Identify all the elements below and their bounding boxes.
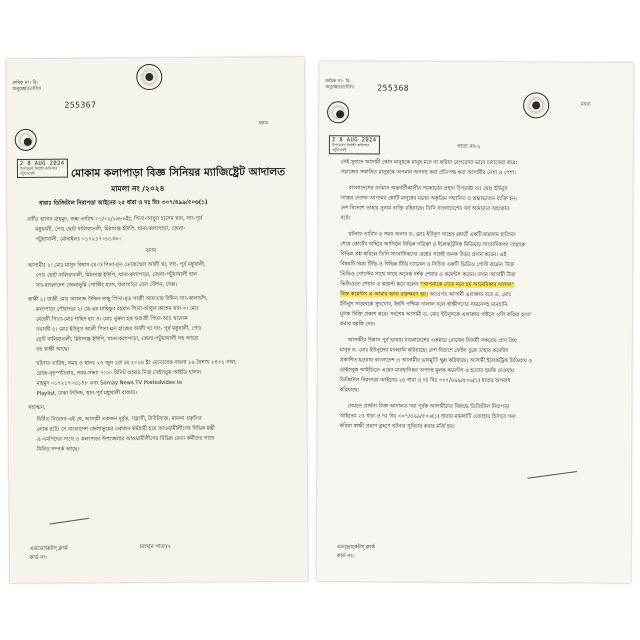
- footer-clerk: এডভোকেটস্ ক্লার্ক কার্ড নং-: [336, 544, 375, 560]
- signature-mark: [50, 518, 90, 525]
- versus-label: বনাম: [145, 248, 157, 255]
- page-number: পাতা নং-২: [456, 143, 481, 151]
- paragraph-5: ইউনুস সাহেবকে সুদখোর, ইহুদি পশ্চিমা দালাল বলে স্বাক্ষীগণের সামনেসহ মানহানি মূলক উক্তি প্রকাশ করে। সর্বশেষ আসামী ড. মোঃ ইউনুসকে এলাকায় পাইলে ওলি করিয়া হত্যা করার হুমকি দেয়।: [339, 301, 531, 328]
- signature-mark: [527, 471, 577, 479]
- government-seal-icon: [136, 64, 162, 90]
- continued-page-note: চলমান পাতা/২: [139, 543, 171, 551]
- highlighted-quote: "আপনাকে দেখে মনে হয় আমেরিকার দালাল": [420, 281, 515, 289]
- margin-header: মন্তব্য: [581, 102, 591, 108]
- court-title: মোকাম কলাপাড়া বিজ্ঞ সিনিয়র ম্যাজিষ্ট্রেট আদালত: [70, 166, 286, 180]
- paragraph-6: আসামীর উল্লাস পূর্ব ভাষায় বাংলাদেশের একমাত্র নোবেল বিজয়ী সকলের প্রাণ প্রিয় মানুষ ড. মোঃ ইউনুসের মানহানি করিয়াছে। দেশ বিদেশে ফেইস বুকে তাহার কমেন্টস প্রকাশিত হওয়ায় বাংলাদেশ ও আসামীর ভাবমূর্তি ক্ষুন্ন করিয়াছে। আসামী ইলেকট্রিক মিডিয়ায় ও ফেইসবুক আইডিতে এহেন মানহানিকর অপদস্থ মূলক কমেন্টস ও হত্যার হুমকি দেওয়ায় ডিজিটাল নিরাপত্তা আইনের ২৫ ধারা ও দঃ বিঃ ৩০৭/৪৯৯/৫০৬(১) ধারার অপরাধ করিয়াছে।: [339, 337, 533, 394]
- paragraph-3: ঘটনার তারিখ ও সময় জনাব ড. মোঃ ইউনুস সাহেব কোর্টে একটি মামলায় হাজিরা শেষে কোর্টের বাহিরে আসিলে বিভিন্ন পত্রিকা ও ইলেকট্রনিক মিডিয়ার সাংবাদিকগণ তাহাকে বিভিন্ন প্রশ্ন করিলে তিনি সাংবাদিকদের প্রশ্নের সঙ্গেই জনক উত্তর প্রদান করেন। এই বিষয়টি সময় টিভি ও বিভিন্ন টিভি চ্যানেল ও নিউজ একটি ভিডিও পোস্ট করেন। উক্ত ভিডিও পোস্টের সাথে সাথে অনেক দর্শক শেয়ার ও কমেন্টস করেন। তখন আসামী উক্ত: [340, 231, 526, 279]
- accused-block: আসামীঃ ১। মোঃ মাসুদ বিশ্বাস (৪০) পিতা-মৃত তোজম্মেল আলী খা, সাং- পূর্ব মধুখালী, পোঃ ছোট বালিয়াতলী, মিঠাগঞ্জ ইউপি, থানা-কলাপাড়া, জেলা-পটুয়াখালী হাল সাং-বাংলাদেশ জেলাভূমি পোস্টিং ম্যাস, কলাপাড়া রেল স্টেশন, ঢাকা।: [27, 261, 206, 289]
- serial-number: 255368: [377, 83, 410, 93]
- case-number: মামলা নং /২০২৪: [111, 183, 165, 194]
- prayer-paragraph: সেমতে প্রার্থনা বিজ্ঞ আদালত দয়া পূর্বক আসামীদের বিরুদ্ধে ডিজিটাল নিরাপত্তা আইনের ২৫ ধারা ও দঃ বিঃ ৩০৭/৪৯৯/৫০৬(১) ধারায় মামলাটি এজাহার হিসাবে গন্য করিয়া স্বাক্ষী প্রমাণ গ্রহণে ঘটনার সুবিচার করার মর্জি হয়।: [339, 403, 516, 430]
- petition-block: বিনীত নিবেদন এই যে, আসামী একজন দুর্বৃত্ত, সন্ত্রাসী, টাউটবাজ, মামলা প্রকৃতির লোক বটে। সে বাংলাদেশ জেলাভূমের একজন কর্মচারী হয়ে আওয়ামীলীগের বিভিন্ন মন্ত্রী ও এমপিদের সাথে ও কলাপাড়া উপজেলার আওয়ামীলীগের বিভিন্ন নেতা কর্মীদের সাথে নিবিড় সম্পর্ক আছে।: [36, 415, 215, 453]
- date-stamp: 2 8 AUG 2024 উপজেলা নির্বাহী অফিসার পটুয়াখালী: [17, 159, 68, 178]
- date-stamp: 2 8 AUG 2024 উপজেলা নির্বাহী অফিসার পটুয়াখালী: [329, 135, 380, 154]
- corner-note: ক্রমিক নং- বি- অনুচ্ছেদ/তারিখ: [12, 80, 41, 93]
- government-seal-icon: [15, 129, 37, 151]
- document-page-1: [6, 57, 308, 583]
- serial-number: 255367: [64, 100, 97, 110]
- plaintiff-block: বাদীঃ হাসান মাহমুদ, জন্ম তারিখ-০১/০২/১৯৮৮ইং, পিতা-আবুল হাসেম খান, সাং-পূর্ব মধুখালী, পোঃ ছোট বালিয়াতলী, মিঠাগঞ্জ ইউপি, থানা-কলাপাড়া, জেলা- পটুয়াখালী, মোবাইলঃ ০১৭২১৭০৬১৪৮।: [27, 215, 202, 243]
- corner-note: ক্রমিক নং- বি- অনুচ্ছেদ/তারিখ: [325, 79, 354, 91]
- witness-block: স্বাক্ষী ১। গাজী মোঃ আফাজ উদ্দিন বাচ্চু পিতা-মৃত গাজী আফতাব উদ্দিন সাং-কালাচাঁদ, কলাপাড়া পৌরসভা ২। কে.এম মাহিফুর রহমান পিতা-আবুল কাশেম খান ৩। মোঃ মেহেদী পিতা-মোঃ শাহিদ হাং ৪। মোঃ নুরুল হক ফরাজী পিতা-আঃ খালেক ফরাজী ৫। মোঃ ইউনুস আলী পিতা-মৃত হাজের আলী খা সাং- পূর্ব মধুখালী, পোঃ ছোট বালিয়াতলী, মিঠাগঞ্জ ইউপি, থানা-কলাপাড়া, জেলা-পটুয়াখালী সহ আরো বহু স্বাক্ষী আছে।: [27, 295, 208, 353]
- incident-block: ঘটনার তারিখ, সময় ও স্থানঃ ২৫ জুন ২রা মে ২০২৪ ইং মোতাবেক বাংলা ১৯ বৈশাখ ১৪৩১ সাল, রোজ-বৃহস্পতিবার, সময়-সন্ধ্যা ৭:৩০ মিনিট আমার নিজ ফেইসবুক আইডি হাসান মাহমুদ ০১৭২১৭০৬১৪৮ এবং Somay News TV Postedvideo to Playlist, ঢাকা নিউজ, স্থান-পূর্ব মধুখালী বাজার।: [36, 359, 237, 397]
- highlighted-statement: উক্ত কমেন্টস এ আমার হৃদয় রক্তক্ষরণ হয়।: [340, 291, 428, 298]
- government-seal-icon: [327, 101, 349, 123]
- footer-clerk: এডভোকেটস্ ক্লার্ক কার্ড নং-: [29, 545, 68, 561]
- margin-header: মন্তব্য: [258, 121, 269, 127]
- paragraph-4: ভিডিওতে শেয়ার ও কমেন্ট করে বলেন "আপনাকে দেখে মনে হয় আমেরিকার দালাল" উক্ত কমেন্টস এ আমার হৃদয় রক্তক্ষরণ হয়। অতঃপর আসামী এলাকায় বসে ড. মোঃ: [340, 281, 515, 299]
- government-seal-icon: [523, 92, 549, 118]
- section-line: ধারাঃ ডিজিটাল নিরাপত্তা আইনের ২৫ ধারা ও দঃ বিঃ ৩০৭/৪৯৯/৫০৬(১): [39, 199, 208, 207]
- paragraph-2: বাংলাদেশের বর্তমান অন্তর্বর্তীকালীন সরকারের প্রধান উপদেষ্টা ডঃ মোঃ ইউনুস সাহেব দেশের আপামর কোটি মানুষের মনের অকৃত্রিম সম্মানিত ও শ্রদ্ধাভাজন ব্যক্তি হন। দেশ বিদেশে তাহার সুনাম ব্যক্তি রহিয়াছে। তিনি বাংলাদেশের সর্ব আমাদের অহংকার বটে।: [340, 185, 517, 222]
- paragraph-1: সেই সুবাদে আসামী কোন মানুষকে মানুষ মনে না করিয়া বেপরোয়া ভাবে চলাফেরা করে। সমাজের সম্মানিত মানুষকে অপমান অপদস্থ করা প্রতিপক্ষ করা আসামীর নেশা ও পেশা।: [340, 159, 518, 177]
- salutation: মহাত্মন,: [28, 404, 46, 411]
- document-page-2: [317, 61, 634, 583]
